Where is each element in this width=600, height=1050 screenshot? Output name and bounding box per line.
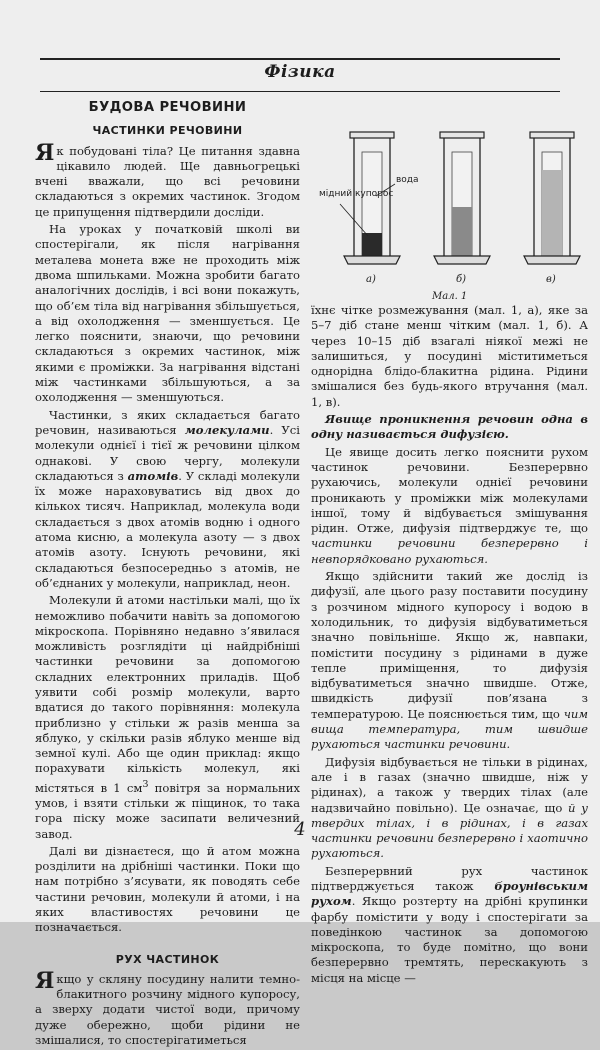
header-rule-top (40, 58, 560, 60)
text-run: . У складі молекули їх може нараховуватись від двох до кількох тисяч. Наприклад, молекула води складається з двох атомів водню і одного атома кисню, а молекула азоту — з двох атомів азоту. Існують речовини, які складаються безпосередньо з атомів, не об’єднаних у молекули, наприклад, неон. (35, 468, 301, 590)
paragraph-experiment-text: кщо у скляну посудину налити темно-блакитного розчину мідного купоросу, а зверху додати чистої води, причому дуже обережно, щоби рідини не змішалися, то спостерігатиметься (35, 971, 300, 1048)
text-run: . Усі молекули однієї і тієї ж речовини цілком однакові. У свою чергу, молекули складаються з (35, 422, 300, 483)
paragraph-size (35, 593, 300, 842)
paragraph-temperature (311, 569, 588, 753)
emphasis-motion: частинки речовини безперервно і невпорядковано рухаються. (311, 536, 588, 566)
mixed-liquid (542, 170, 562, 256)
emphasis-temperature: чим вища температура, тим швидше рухаються частинки речовини. (311, 706, 588, 752)
text-run: Молекули й атоми настільки малі, що їх неможливо побачити навіть за допомогою мікроскопа. Порівняно недавно з’явилася можливість розглядіти ці найдрібніші частинки речовини за допомогою складних електронних приладів. Щоб уявити собі розмір молекули, варто вдатися до такого порівняння: молекула приблизно у стільки ж разів менша за яблуко, у скільки разів яблуко менше від земної кулі. Або ще один приклад: якщо порахувати кількість молекул, які містяться в 1 см (35, 593, 300, 795)
paragraph-molecules (35, 408, 300, 592)
term-molecules: молекулами (184, 422, 270, 437)
label-copper-sulfate: мідний купорос (319, 189, 394, 199)
left-column (35, 100, 300, 1050)
figure-cylinders (320, 122, 588, 300)
right-column (311, 303, 588, 988)
sublabel-b: б) (456, 274, 467, 285)
running-header (0, 58, 600, 92)
label-water: вода (396, 175, 419, 185)
paragraph-experiment (35, 967, 300, 1048)
definition-diffusion: Явище проникнення речовин одна в одну називається дифузією. (311, 412, 588, 442)
drop-cap: Я (35, 967, 55, 994)
text-run: Якщо здійснити такий же дослід із дифузії, але цього разу поставити посудину з розчином мідного купоросу і водою в холодильник, то дифузія відбуватиметься значно повільніше. Якщо ж, навпаки, помістити посудину з рідинами в дуже тепле приміщення, то дифузія відбуватиметься значно швидше. Отже, швидкість дифузії пов’язана з температурою. Це пояснюється тим, що (311, 569, 588, 721)
text-run: . Якщо розтерту на дрібні крупинки фарбу помістити у воду і спостерігати за поведінкою частинок за допомогою мікроскопа, то буде помітно, що вони безперервно тремтять, перескакують з місця на місце — (311, 894, 588, 985)
paragraph-continuation: їхнє чітке розмежування (мал. 1, а), яке за 5–7 діб стане менш чітким (мал. 1, б). А через 10–15 діб взагалі ніякої межі не залишиться, у посудині міститиметься однорідна блідо-блакитна рідина. Рідини змішалися без будь-якого втручання (мал. 1, в). (311, 303, 588, 409)
text-run: Це явище досить легко пояснити рухом частинок речовини. Безперервно рухаючись, молекули однієї речовини проникають у проміжки між молекулами іншої, тому й відбувається змішування рідин. Отже, дифузія підтверджує те, що (311, 444, 588, 536)
section-title-particles: ЧАСТИНКИ РЕЧОВИНИ (92, 124, 243, 138)
paragraph-states (311, 755, 588, 862)
header-rule-bottom (40, 91, 560, 92)
term-brownian-motion: броунівським рухом (311, 878, 588, 909)
mixing-layer (452, 207, 472, 256)
paragraph-intro (35, 139, 300, 220)
text-run: Безперервний рух частинок підтверджується також (311, 863, 588, 893)
page-number: 4 (294, 819, 306, 840)
text-run: Дифузія відбувається не тільки в рідинах, але і в газах (значно швидше, ніж у рідинах), а також у твердих тілах (але надзвичайно повільно). Це означає, що (311, 754, 588, 815)
drop-cap: Я (35, 139, 55, 166)
text-run: Частинки, з яких складається багато речовин, називаються (35, 407, 300, 437)
cylinder-c (524, 132, 580, 264)
paragraph-expansion: На уроках у початковій школі ви спостерігали, як після нагрівання металева монета вже не проходить між двома шпильками. Можна зробити багато аналогічних дослідів, і всі вони покажуть, що об’єм тіла від нагрівання збільшується, а від охолодження — зменшується. Це легко пояснити, знаючи, що речовини складаються з окремих частинок, між якими є проміжки. За нагрівання відстані між частинками збільшуються, а за охолодження — зменшуються. (35, 222, 300, 405)
paragraph-explanation (311, 445, 588, 567)
paragraph-intro-text: к побудовані тіла? Це питання здавна цікавило людей. Ще давньогрецькі вчені вважали, що всі речовини складаються з окремих частинок. Згодом це припущення підтвердили досліди. (35, 143, 300, 219)
paragraph-brownian (311, 864, 588, 986)
term-atoms: атомів (127, 468, 179, 483)
chapter-title: БУДОВА РЕЧОВИНИ (88, 100, 247, 115)
sublabel-a: а) (366, 274, 376, 285)
emphasis-states: й у твердих тілах, і в рідинах, і в газах частинки речовини безперервно і хаотично рухаються. (311, 800, 588, 861)
copper-sulfate-layer (362, 233, 382, 256)
cylinder-b (434, 132, 490, 264)
section-title-motion: РУХ ЧАСТИНОК (115, 952, 220, 966)
text-run: повітря за нормальних умов, і взяти стільки ж піщинок, то така гора піску може засипати величезний завод. (35, 780, 300, 841)
figure-caption: Мал. 1 (432, 291, 468, 302)
sublabel-c: в) (546, 274, 556, 285)
header-title: Фізика (264, 62, 336, 82)
superscript: 3 (142, 778, 149, 790)
paragraph-atoms: Далі ви дізнаєтеся, що й атом можна розділити на дрібніші частинки. Поки що нам потрібно з’ясувати, як поводять себе частини речовин, молекули й атоми, і на яких властивостях речовини це позначається. (35, 843, 300, 935)
